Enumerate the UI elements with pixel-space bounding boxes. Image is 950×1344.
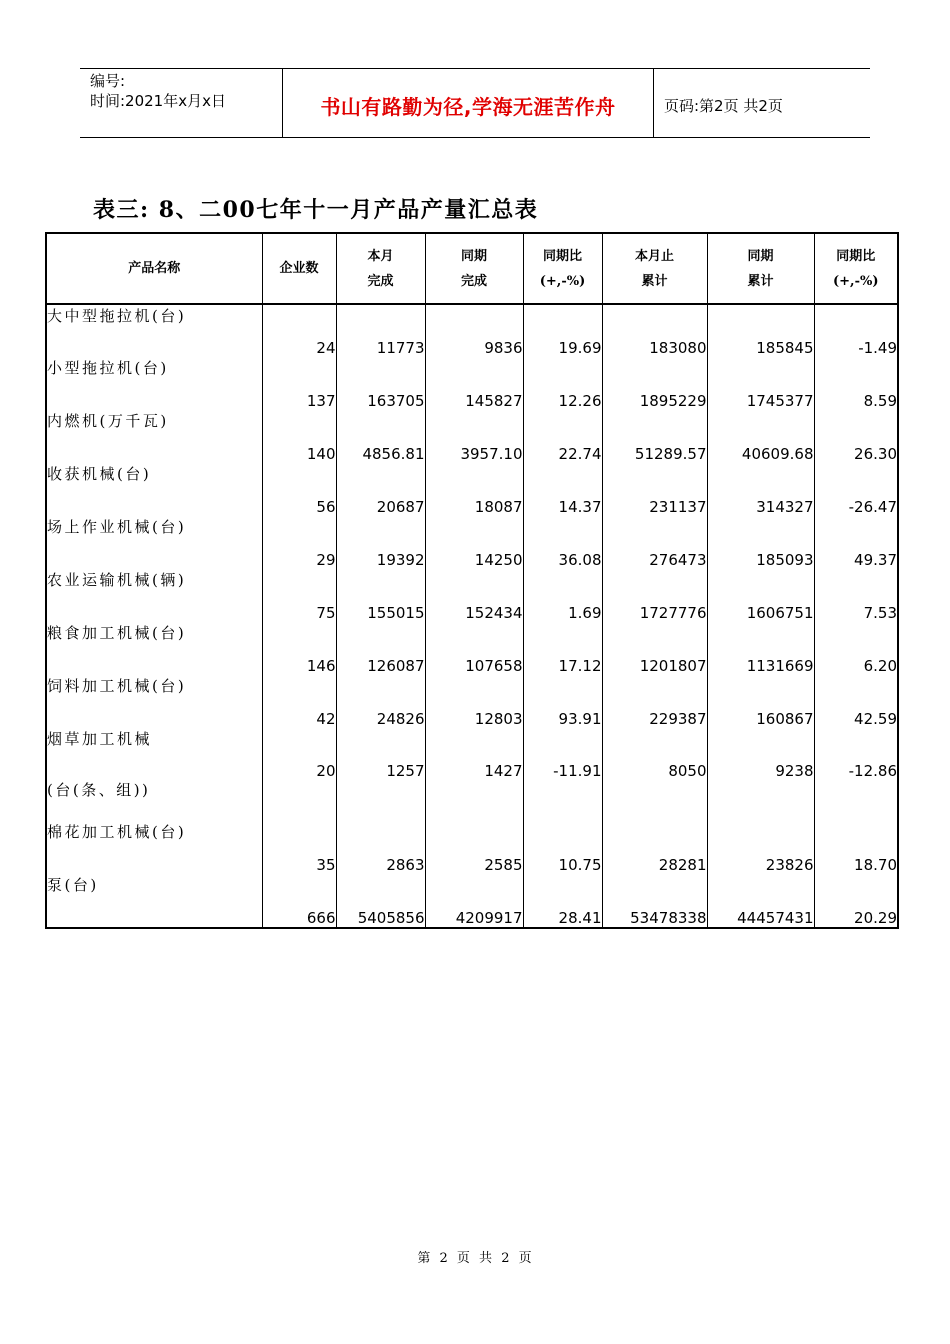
- value-cell: 126087: [336, 622, 425, 675]
- value-cell: 26.30: [814, 410, 898, 463]
- value-cell: 36.08: [523, 516, 602, 569]
- column-header: [262, 233, 336, 304]
- column-header-line: 企业数: [279, 261, 319, 276]
- table-row: [46, 675, 898, 728]
- value-cell: 14250: [425, 516, 523, 569]
- value-cell: 3957.10: [425, 410, 523, 463]
- value-cell: 1257: [336, 728, 425, 821]
- value-cell: 11773: [336, 304, 425, 357]
- table-row: [46, 874, 898, 928]
- column-header-line: 完成: [367, 273, 394, 289]
- column-header-line: 完成: [460, 273, 487, 289]
- value-cell: 1131669: [707, 622, 814, 675]
- value-cell: 8050: [602, 728, 707, 821]
- value-cell: 19392: [336, 516, 425, 569]
- product-name-cell: [46, 821, 262, 874]
- value-cell: -12.86: [814, 728, 898, 821]
- value-cell: 44457431: [707, 874, 814, 928]
- value-cell: 40609.68: [707, 410, 814, 463]
- value-cell: 9836: [425, 304, 523, 357]
- value-cell: -1.49: [814, 304, 898, 357]
- column-header-line: 同期比: [542, 248, 582, 264]
- table-row: [46, 357, 898, 410]
- table-row: [46, 410, 898, 463]
- column-header-line: 累计: [747, 273, 774, 289]
- value-cell: 56: [262, 463, 336, 516]
- value-cell: 19.69: [523, 304, 602, 357]
- column-header-line: 同期比: [836, 248, 876, 264]
- value-cell: 229387: [602, 675, 707, 728]
- value-cell: 185845: [707, 304, 814, 357]
- table-row: [46, 569, 898, 622]
- product-name-cell: [46, 410, 262, 463]
- column-header: [425, 233, 523, 304]
- value-cell: 18087: [425, 463, 523, 516]
- product-name: 饲料加工机械(台): [47, 677, 187, 695]
- column-header: [336, 233, 425, 304]
- value-cell: 1606751: [707, 569, 814, 622]
- column-header: [814, 233, 898, 304]
- value-cell: 2585: [425, 821, 523, 874]
- column-header: [602, 233, 707, 304]
- value-cell: 53478338: [602, 874, 707, 928]
- value-cell: 24: [262, 304, 336, 357]
- product-name-cell: [46, 357, 262, 410]
- value-cell: 231137: [602, 463, 707, 516]
- value-cell: 5405856: [336, 874, 425, 928]
- table-row: [46, 463, 898, 516]
- value-cell: 276473: [602, 516, 707, 569]
- value-cell: 12.26: [523, 357, 602, 410]
- value-cell: 51289.57: [602, 410, 707, 463]
- column-header-line: (+,-%): [539, 273, 586, 289]
- table-row: [46, 516, 898, 569]
- table-body: [46, 304, 898, 928]
- product-name: 场上作业机械(台): [47, 518, 187, 536]
- table-header-row: [46, 233, 898, 304]
- column-header: [46, 233, 262, 304]
- value-cell: 163705: [336, 357, 425, 410]
- column-header-line: 同期: [460, 248, 487, 264]
- value-cell: 1727776: [602, 569, 707, 622]
- value-cell: 29: [262, 516, 336, 569]
- value-cell: 14.37: [523, 463, 602, 516]
- column-header-line: 同期: [747, 248, 774, 264]
- product-name: 内燃机(万千瓦): [47, 412, 169, 430]
- column-header-line: 本月: [367, 248, 394, 264]
- product-name: 泵(台): [47, 876, 99, 894]
- production-summary-table: [45, 232, 899, 929]
- value-cell: 1745377: [707, 357, 814, 410]
- value-cell: 146: [262, 622, 336, 675]
- value-cell: 7.53: [814, 569, 898, 622]
- value-cell: 107658: [425, 622, 523, 675]
- value-cell: 17.12: [523, 622, 602, 675]
- header-page-label: 页码:第2页 共2页: [664, 96, 783, 115]
- value-cell: 75: [262, 569, 336, 622]
- table-row: [46, 304, 898, 357]
- column-header: [523, 233, 602, 304]
- product-name: 大中型拖拉机(台): [47, 307, 187, 325]
- product-name: 收获机械(台): [47, 465, 152, 483]
- document-number-label: 编号:: [90, 72, 126, 90]
- product-name-cell: [46, 516, 262, 569]
- table-row: [46, 821, 898, 874]
- value-cell: 1.69: [523, 569, 602, 622]
- value-cell: 140: [262, 410, 336, 463]
- product-name-cell: [46, 728, 262, 821]
- table-row: [46, 622, 898, 675]
- value-cell: 160867: [707, 675, 814, 728]
- value-cell: 152434: [425, 569, 523, 622]
- document-time-label: 时间:2021年x月x日: [90, 92, 226, 110]
- value-cell: 42.59: [814, 675, 898, 728]
- value-cell: 1201807: [602, 622, 707, 675]
- value-cell: 314327: [707, 463, 814, 516]
- value-cell: 23826: [707, 821, 814, 874]
- product-name-cell: [46, 622, 262, 675]
- value-cell: -11.91: [523, 728, 602, 821]
- product-name-cell: [46, 675, 262, 728]
- column-header: [707, 233, 814, 304]
- value-cell: 22.74: [523, 410, 602, 463]
- value-cell: 8.59: [814, 357, 898, 410]
- page-footer: 第 2 页 共 2 页: [417, 1251, 533, 1266]
- product-name: (台(条、组)): [47, 781, 151, 799]
- product-name-cell: [46, 304, 262, 357]
- page-header: [80, 68, 870, 138]
- value-cell: -26.47: [814, 463, 898, 516]
- product-name: 粮食加工机械(台): [47, 624, 187, 642]
- value-cell: 20687: [336, 463, 425, 516]
- product-name-cell: [46, 569, 262, 622]
- value-cell: 24826: [336, 675, 425, 728]
- product-name-cell: [46, 874, 262, 928]
- column-header-line: (+,-%): [833, 273, 879, 289]
- product-name: 小型拖拉机(台): [47, 359, 169, 377]
- value-cell: 1895229: [602, 357, 707, 410]
- value-cell: 93.91: [523, 675, 602, 728]
- value-cell: 4209917: [425, 874, 523, 928]
- header-info-cell: [80, 69, 282, 137]
- value-cell: 28281: [602, 821, 707, 874]
- value-cell: 18.70: [814, 821, 898, 874]
- column-header-line: 累计: [641, 273, 668, 289]
- column-header-line: 产品名称: [128, 261, 181, 276]
- value-cell: 4856.81: [336, 410, 425, 463]
- table-row: [46, 728, 898, 821]
- value-cell: 137: [262, 357, 336, 410]
- value-cell: 145827: [425, 357, 523, 410]
- column-header-line: 本月止: [634, 248, 674, 264]
- product-name: 棉花加工机械(台): [47, 823, 187, 841]
- product-name-cell: [46, 463, 262, 516]
- value-cell: 12803: [425, 675, 523, 728]
- value-cell: 10.75: [523, 821, 602, 874]
- header-motto: 书山有路勤为径,学海无涯苦作舟: [282, 69, 654, 137]
- value-cell: 155015: [336, 569, 425, 622]
- value-cell: 35: [262, 821, 336, 874]
- value-cell: 6.20: [814, 622, 898, 675]
- value-cell: 185093: [707, 516, 814, 569]
- product-name: 烟草加工机械: [47, 730, 153, 748]
- value-cell: 20: [262, 728, 336, 821]
- table-title: 表三: 8、二00七年十一月产品产量汇总表: [93, 197, 539, 223]
- value-cell: 49.37: [814, 516, 898, 569]
- value-cell: 20.29: [814, 874, 898, 928]
- value-cell: 9238: [707, 728, 814, 821]
- value-cell: 1427: [425, 728, 523, 821]
- value-cell: 28.41: [523, 874, 602, 928]
- value-cell: 183080: [602, 304, 707, 357]
- product-name: 农业运输机械(辆): [47, 571, 187, 589]
- value-cell: 42: [262, 675, 336, 728]
- value-cell: 666: [262, 874, 336, 928]
- value-cell: 2863: [336, 821, 425, 874]
